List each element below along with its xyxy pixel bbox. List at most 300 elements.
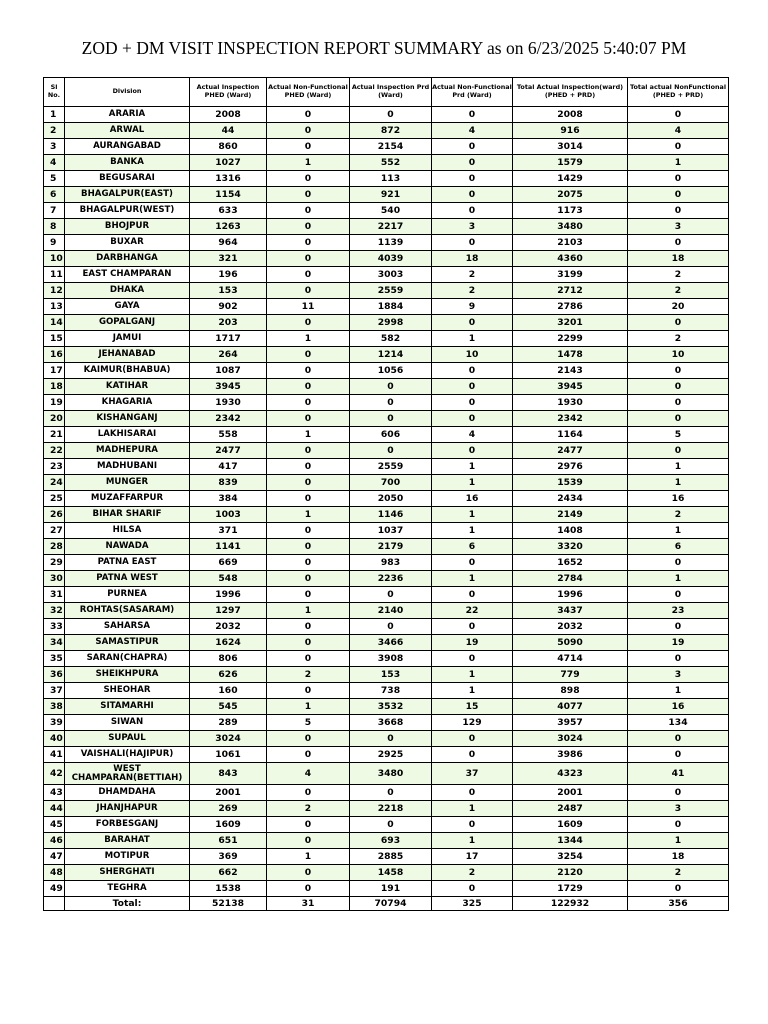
cell-division: HILSA xyxy=(65,523,190,539)
cell-nonfunctional-phed: 1 xyxy=(267,507,350,523)
table-row xyxy=(44,603,729,619)
cell-inspection-prd: 2885 xyxy=(350,849,432,865)
cell-nonfunctional-phed: 0 xyxy=(267,411,350,427)
cell-total-inspection: 2786 xyxy=(513,299,628,315)
cell-total-inspection: 1996 xyxy=(513,587,628,603)
cell-inspection-phed: 160 xyxy=(190,683,267,699)
cell-inspection-prd: 693 xyxy=(350,833,432,849)
cell-nonfunctional-prd: 0 xyxy=(432,315,513,331)
cell-sl-no: 49 xyxy=(44,881,65,897)
cell-inspection-phed: 964 xyxy=(190,235,267,251)
cell-nonfunctional-prd: 22 xyxy=(432,603,513,619)
cell-sl-no: 2 xyxy=(44,123,65,139)
cell-total-nonfunctional: 0 xyxy=(628,363,729,379)
cell-nonfunctional-prd: 2 xyxy=(432,865,513,881)
cell-inspection-prd: 2179 xyxy=(350,539,432,555)
cell-inspection-prd: 0 xyxy=(350,587,432,603)
cell-inspection-prd: 2217 xyxy=(350,219,432,235)
cell-nonfunctional-prd: 1 xyxy=(432,331,513,347)
cell-total-nonfunctional: 0 xyxy=(628,395,729,411)
table-row xyxy=(44,475,729,491)
cell-total-nonfunctional: 0 xyxy=(628,107,729,123)
cell-inspection-prd: 1146 xyxy=(350,507,432,523)
cell-total-inspection: 3199 xyxy=(513,267,628,283)
cell-sl-no: 12 xyxy=(44,283,65,299)
cell-nonfunctional-phed: 0 xyxy=(267,123,350,139)
table-row xyxy=(44,171,729,187)
cell-inspection-phed: 44 xyxy=(190,123,267,139)
cell-inspection-phed: 1061 xyxy=(190,747,267,763)
cell-total-nonfunctional: 6 xyxy=(628,539,729,555)
cell-total-nonfunctional: 23 xyxy=(628,603,729,619)
cell-nonfunctional-phed: 11 xyxy=(267,299,350,315)
report-title: ZOD + DM VISIT INSPECTION REPORT SUMMARY as on 6/23/2025 5:40:07 PM xyxy=(81,38,687,58)
cell-division: BUXAR xyxy=(65,235,190,251)
cell-nonfunctional-prd: 0 xyxy=(432,203,513,219)
cell-division: WEST CHAMPARAN(BETTIAH) xyxy=(65,763,190,785)
cell-inspection-phed: 1027 xyxy=(190,155,267,171)
cell-inspection-prd: 0 xyxy=(350,107,432,123)
cell-total-nonfunctional: 0 xyxy=(628,881,729,897)
cell-division: SUPAUL xyxy=(65,731,190,747)
cell-inspection-prd: 606 xyxy=(350,427,432,443)
cell-division: BHOJPUR xyxy=(65,219,190,235)
cell-division: JAMUI xyxy=(65,331,190,347)
cell-division: EAST CHAMPARAN xyxy=(65,267,190,283)
cell-nonfunctional-prd: 1 xyxy=(432,459,513,475)
cell-nonfunctional-prd: 17 xyxy=(432,849,513,865)
cell-total-nonfunctional: 0 xyxy=(628,235,729,251)
cell-total-nonfunctional: 1 xyxy=(628,459,729,475)
cell-division: AURANGABAD xyxy=(65,139,190,155)
cell-inspection-prd: 2236 xyxy=(350,571,432,587)
cell-total-inspection: 1173 xyxy=(513,203,628,219)
cell-total-nonfunctional: 16 xyxy=(628,491,729,507)
cell-total-inspection: 4714 xyxy=(513,651,628,667)
cell-sl-no: 37 xyxy=(44,683,65,699)
cell-total-nonfunctional: 41 xyxy=(628,763,729,785)
cell-nonfunctional-prd: 1 xyxy=(432,667,513,683)
cell-division: GOPALGANJ xyxy=(65,315,190,331)
cell-nonfunctional-prd: 0 xyxy=(432,747,513,763)
cell-total-nonfunctional: 0 xyxy=(628,731,729,747)
cell-inspection-phed: 1996 xyxy=(190,587,267,603)
cell-inspection-prd: 872 xyxy=(350,123,432,139)
cell-total-nonfunctional: 0 xyxy=(628,139,729,155)
table-row xyxy=(44,747,729,763)
table-row xyxy=(44,235,729,251)
table-row xyxy=(44,651,729,667)
cell-nonfunctional-prd: 0 xyxy=(432,171,513,187)
cell-sl-no: 26 xyxy=(44,507,65,523)
cell-inspection-prd: 3668 xyxy=(350,715,432,731)
cell-inspection-prd: 2559 xyxy=(350,283,432,299)
cell-inspection-prd: 582 xyxy=(350,331,432,347)
cell-inspection-prd: 2998 xyxy=(350,315,432,331)
cell-nonfunctional-phed: 0 xyxy=(267,523,350,539)
cell-sl-no: 25 xyxy=(44,491,65,507)
cell-nonfunctional-prd: 0 xyxy=(432,379,513,395)
cell-nonfunctional-phed: 0 xyxy=(267,555,350,571)
cell-total-inspection: 1729 xyxy=(513,881,628,897)
cell-inspection-phed: 651 xyxy=(190,833,267,849)
cell-total-nonfunctional: 1 xyxy=(628,683,729,699)
cell-sl-no: 10 xyxy=(44,251,65,267)
cell-nonfunctional-phed: 0 xyxy=(267,865,350,881)
cell-sl-no: 9 xyxy=(44,235,65,251)
table-row xyxy=(44,363,729,379)
table-row xyxy=(44,107,729,123)
cell-sl-no: 46 xyxy=(44,833,65,849)
cell-total-inspection: 2487 xyxy=(513,801,628,817)
cell-sl-no: 3 xyxy=(44,139,65,155)
cell-sl-no: 23 xyxy=(44,459,65,475)
cell-inspection-prd: 2559 xyxy=(350,459,432,475)
cell-total-inspection: 3014 xyxy=(513,139,628,155)
total-cell: 70794 xyxy=(350,897,432,911)
cell-inspection-prd: 3480 xyxy=(350,763,432,785)
table-row xyxy=(44,715,729,731)
table-row xyxy=(44,619,729,635)
total-cell: 356 xyxy=(628,897,729,911)
cell-total-nonfunctional: 0 xyxy=(628,555,729,571)
cell-inspection-prd: 1214 xyxy=(350,347,432,363)
cell-sl-no: 28 xyxy=(44,539,65,555)
cell-sl-no: 39 xyxy=(44,715,65,731)
table-row xyxy=(44,315,729,331)
cell-nonfunctional-phed: 2 xyxy=(267,801,350,817)
cell-sl-no: 7 xyxy=(44,203,65,219)
cell-inspection-phed: 264 xyxy=(190,347,267,363)
header-sl-no: Sl No. xyxy=(44,78,65,107)
cell-inspection-prd: 0 xyxy=(350,785,432,801)
cell-total-inspection: 2477 xyxy=(513,443,628,459)
header-total-nonfunctional: Total actual NonFunctional (PHED + PRD) xyxy=(628,78,729,107)
cell-division: SITAMARHI xyxy=(65,699,190,715)
cell-division: SAHARSA xyxy=(65,619,190,635)
cell-inspection-prd: 552 xyxy=(350,155,432,171)
cell-division: LAKHISARAI xyxy=(65,427,190,443)
cell-total-inspection: 5090 xyxy=(513,635,628,651)
cell-sl-no: 42 xyxy=(44,763,65,785)
cell-sl-no: 38 xyxy=(44,699,65,715)
cell-inspection-prd: 0 xyxy=(350,395,432,411)
cell-inspection-phed: 417 xyxy=(190,459,267,475)
cell-division: KAIMUR(BHABUA) xyxy=(65,363,190,379)
cell-sl-no: 15 xyxy=(44,331,65,347)
cell-division: BHAGALPUR(WEST) xyxy=(65,203,190,219)
cell-inspection-prd: 3532 xyxy=(350,699,432,715)
cell-nonfunctional-phed: 0 xyxy=(267,347,350,363)
cell-sl-no: 34 xyxy=(44,635,65,651)
cell-sl-no: 6 xyxy=(44,187,65,203)
cell-inspection-prd: 700 xyxy=(350,475,432,491)
total-cell: 52138 xyxy=(190,897,267,911)
cell-inspection-phed: 806 xyxy=(190,651,267,667)
cell-total-nonfunctional: 0 xyxy=(628,747,729,763)
cell-division: JEHANABAD xyxy=(65,347,190,363)
table-row xyxy=(44,635,729,651)
cell-nonfunctional-prd: 4 xyxy=(432,427,513,443)
cell-total-nonfunctional: 19 xyxy=(628,635,729,651)
cell-nonfunctional-phed: 0 xyxy=(267,571,350,587)
table-row xyxy=(44,763,729,785)
cell-total-inspection: 2032 xyxy=(513,619,628,635)
cell-sl-no: 14 xyxy=(44,315,65,331)
cell-total-nonfunctional: 5 xyxy=(628,427,729,443)
cell-total-inspection: 1539 xyxy=(513,475,628,491)
cell-nonfunctional-prd: 0 xyxy=(432,235,513,251)
cell-nonfunctional-prd: 1 xyxy=(432,833,513,849)
cell-inspection-phed: 839 xyxy=(190,475,267,491)
cell-division: SHERGHATI xyxy=(65,865,190,881)
cell-sl-no: 44 xyxy=(44,801,65,817)
cell-division: SARAN(CHAPRA) xyxy=(65,651,190,667)
cell-nonfunctional-phed: 0 xyxy=(267,443,350,459)
cell-inspection-prd: 191 xyxy=(350,881,432,897)
cell-division: SIWAN xyxy=(65,715,190,731)
cell-total-nonfunctional: 18 xyxy=(628,849,729,865)
cell-sl-no: 48 xyxy=(44,865,65,881)
cell-nonfunctional-prd: 129 xyxy=(432,715,513,731)
cell-total-inspection: 2712 xyxy=(513,283,628,299)
cell-nonfunctional-phed: 0 xyxy=(267,747,350,763)
cell-total-inspection: 2299 xyxy=(513,331,628,347)
cell-total-nonfunctional: 1 xyxy=(628,475,729,491)
table-row xyxy=(44,523,729,539)
cell-nonfunctional-prd: 3 xyxy=(432,219,513,235)
cell-nonfunctional-prd: 6 xyxy=(432,539,513,555)
cell-inspection-prd: 983 xyxy=(350,555,432,571)
cell-total-inspection: 2434 xyxy=(513,491,628,507)
cell-inspection-phed: 902 xyxy=(190,299,267,315)
table-row xyxy=(44,283,729,299)
cell-total-nonfunctional: 0 xyxy=(628,171,729,187)
cell-inspection-phed: 1609 xyxy=(190,817,267,833)
cell-nonfunctional-prd: 0 xyxy=(432,587,513,603)
cell-inspection-prd: 1037 xyxy=(350,523,432,539)
cell-nonfunctional-phed: 5 xyxy=(267,715,350,731)
cell-division: GAYA xyxy=(65,299,190,315)
cell-inspection-phed: 633 xyxy=(190,203,267,219)
cell-total-nonfunctional: 0 xyxy=(628,315,729,331)
table-row xyxy=(44,203,729,219)
cell-nonfunctional-phed: 0 xyxy=(267,203,350,219)
cell-division: NAWADA xyxy=(65,539,190,555)
cell-division: SHEIKHPURA xyxy=(65,667,190,683)
cell-division: JHANJHAPUR xyxy=(65,801,190,817)
cell-total-nonfunctional: 10 xyxy=(628,347,729,363)
table-row xyxy=(44,507,729,523)
cell-nonfunctional-prd: 0 xyxy=(432,731,513,747)
cell-total-nonfunctional: 0 xyxy=(628,817,729,833)
cell-sl-no: 8 xyxy=(44,219,65,235)
cell-nonfunctional-phed: 0 xyxy=(267,475,350,491)
cell-inspection-prd: 113 xyxy=(350,171,432,187)
cell-sl-no: 32 xyxy=(44,603,65,619)
cell-nonfunctional-phed: 1 xyxy=(267,427,350,443)
cell-inspection-prd: 153 xyxy=(350,667,432,683)
cell-total-nonfunctional: 1 xyxy=(628,523,729,539)
cell-nonfunctional-prd: 1 xyxy=(432,507,513,523)
cell-total-inspection: 898 xyxy=(513,683,628,699)
cell-nonfunctional-phed: 0 xyxy=(267,139,350,155)
table-row xyxy=(44,881,729,897)
cell-division: DHAKA xyxy=(65,283,190,299)
cell-nonfunctional-prd: 2 xyxy=(432,267,513,283)
total-cell: 122932 xyxy=(513,897,628,911)
cell-inspection-phed: 1263 xyxy=(190,219,267,235)
cell-nonfunctional-phed: 1 xyxy=(267,331,350,347)
table-row xyxy=(44,331,729,347)
cell-total-inspection: 1579 xyxy=(513,155,628,171)
cell-division: BARAHAT xyxy=(65,833,190,849)
cell-division: MADHEPURA xyxy=(65,443,190,459)
cell-total-inspection: 2784 xyxy=(513,571,628,587)
cell-total-inspection: 1652 xyxy=(513,555,628,571)
cell-nonfunctional-prd: 0 xyxy=(432,651,513,667)
cell-division: FORBESGANJ xyxy=(65,817,190,833)
cell-nonfunctional-phed: 0 xyxy=(267,267,350,283)
cell-inspection-prd: 0 xyxy=(350,411,432,427)
cell-inspection-phed: 2008 xyxy=(190,107,267,123)
table-row xyxy=(44,379,729,395)
cell-nonfunctional-prd: 0 xyxy=(432,619,513,635)
cell-division: MUNGER xyxy=(65,475,190,491)
cell-nonfunctional-phed: 1 xyxy=(267,603,350,619)
cell-nonfunctional-prd: 15 xyxy=(432,699,513,715)
cell-inspection-prd: 921 xyxy=(350,187,432,203)
cell-inspection-phed: 369 xyxy=(190,849,267,865)
cell-total-nonfunctional: 0 xyxy=(628,443,729,459)
cell-sl-no: 41 xyxy=(44,747,65,763)
cell-total-nonfunctional: 3 xyxy=(628,667,729,683)
cell-total-nonfunctional: 0 xyxy=(628,587,729,603)
cell-total-inspection: 2976 xyxy=(513,459,628,475)
cell-sl-no: 16 xyxy=(44,347,65,363)
table-row xyxy=(44,849,729,865)
cell-division: BEGUSARAI xyxy=(65,171,190,187)
cell-nonfunctional-phed: 0 xyxy=(267,171,350,187)
cell-division: KISHANGANJ xyxy=(65,411,190,427)
cell-division: SHEOHAR xyxy=(65,683,190,699)
cell-division: DHAMDAHA xyxy=(65,785,190,801)
cell-nonfunctional-phed: 0 xyxy=(267,587,350,603)
cell-total-nonfunctional: 1 xyxy=(628,571,729,587)
cell-division: PATNA EAST xyxy=(65,555,190,571)
cell-nonfunctional-prd: 0 xyxy=(432,155,513,171)
cell-nonfunctional-prd: 1 xyxy=(432,801,513,817)
cell-division: PATNA WEST xyxy=(65,571,190,587)
cell-total-inspection: 3437 xyxy=(513,603,628,619)
cell-nonfunctional-phed: 0 xyxy=(267,379,350,395)
cell-nonfunctional-prd: 1 xyxy=(432,571,513,587)
cell-division: PURNEA xyxy=(65,587,190,603)
cell-nonfunctional-prd: 0 xyxy=(432,555,513,571)
cell-nonfunctional-phed: 2 xyxy=(267,667,350,683)
cell-total-nonfunctional: 0 xyxy=(628,379,729,395)
cell-inspection-prd: 0 xyxy=(350,731,432,747)
cell-inspection-prd: 2154 xyxy=(350,139,432,155)
cell-sl-no: 5 xyxy=(44,171,65,187)
cell-nonfunctional-prd: 0 xyxy=(432,395,513,411)
cell-total-inspection: 1930 xyxy=(513,395,628,411)
cell-division: KHAGARIA xyxy=(65,395,190,411)
inspection-summary-table xyxy=(43,77,729,911)
total-row xyxy=(44,897,729,911)
cell-division: MOTIPUR xyxy=(65,849,190,865)
cell-total-nonfunctional: 1 xyxy=(628,833,729,849)
cell-total-nonfunctional: 0 xyxy=(628,785,729,801)
total-label: Total: xyxy=(65,897,190,911)
cell-division: TEGHRA xyxy=(65,881,190,897)
cell-total-inspection: 3024 xyxy=(513,731,628,747)
cell-inspection-phed: 2032 xyxy=(190,619,267,635)
cell-division: KATIHAR xyxy=(65,379,190,395)
cell-nonfunctional-phed: 0 xyxy=(267,251,350,267)
cell-division: ARWAL xyxy=(65,123,190,139)
cell-total-nonfunctional: 0 xyxy=(628,187,729,203)
header-total-inspection: Total Actual Inspection(ward)(PHED + PRD) xyxy=(513,78,628,107)
cell-total-inspection: 2075 xyxy=(513,187,628,203)
cell-nonfunctional-phed: 0 xyxy=(267,315,350,331)
cell-nonfunctional-prd: 1 xyxy=(432,683,513,699)
table-row xyxy=(44,299,729,315)
cell-inspection-phed: 321 xyxy=(190,251,267,267)
cell-inspection-phed: 384 xyxy=(190,491,267,507)
cell-inspection-phed: 269 xyxy=(190,801,267,817)
cell-inspection-prd: 0 xyxy=(350,379,432,395)
cell-inspection-prd: 540 xyxy=(350,203,432,219)
cell-inspection-phed: 1297 xyxy=(190,603,267,619)
cell-total-inspection: 4077 xyxy=(513,699,628,715)
cell-sl-no: 33 xyxy=(44,619,65,635)
cell-nonfunctional-prd: 0 xyxy=(432,817,513,833)
cell-sl-no: 4 xyxy=(44,155,65,171)
cell-inspection-prd: 1056 xyxy=(350,363,432,379)
cell-inspection-phed: 1087 xyxy=(190,363,267,379)
cell-sl-no: 29 xyxy=(44,555,65,571)
cell-inspection-prd: 2218 xyxy=(350,801,432,817)
cell-sl-no: 19 xyxy=(44,395,65,411)
cell-total-nonfunctional: 3 xyxy=(628,219,729,235)
cell-total-inspection: 2001 xyxy=(513,785,628,801)
cell-total-inspection: 2143 xyxy=(513,363,628,379)
cell-inspection-prd: 3908 xyxy=(350,651,432,667)
cell-total-inspection: 3201 xyxy=(513,315,628,331)
cell-total-inspection: 3957 xyxy=(513,715,628,731)
table-row xyxy=(44,731,729,747)
cell-inspection-phed: 545 xyxy=(190,699,267,715)
table-row xyxy=(44,395,729,411)
cell-nonfunctional-phed: 0 xyxy=(267,363,350,379)
cell-total-nonfunctional: 2 xyxy=(628,331,729,347)
table-row xyxy=(44,587,729,603)
cell-total-nonfunctional: 1 xyxy=(628,155,729,171)
cell-nonfunctional-phed: 4 xyxy=(267,763,350,785)
cell-nonfunctional-phed: 0 xyxy=(267,619,350,635)
table-row xyxy=(44,491,729,507)
cell-sl-no: 22 xyxy=(44,443,65,459)
cell-total-inspection: 3945 xyxy=(513,379,628,395)
cell-total-inspection: 2008 xyxy=(513,107,628,123)
cell-nonfunctional-phed: 0 xyxy=(267,395,350,411)
cell-total-inspection: 3254 xyxy=(513,849,628,865)
table-row xyxy=(44,699,729,715)
cell-inspection-prd: 2925 xyxy=(350,747,432,763)
cell-sl-no: 30 xyxy=(44,571,65,587)
cell-inspection-phed: 2342 xyxy=(190,411,267,427)
